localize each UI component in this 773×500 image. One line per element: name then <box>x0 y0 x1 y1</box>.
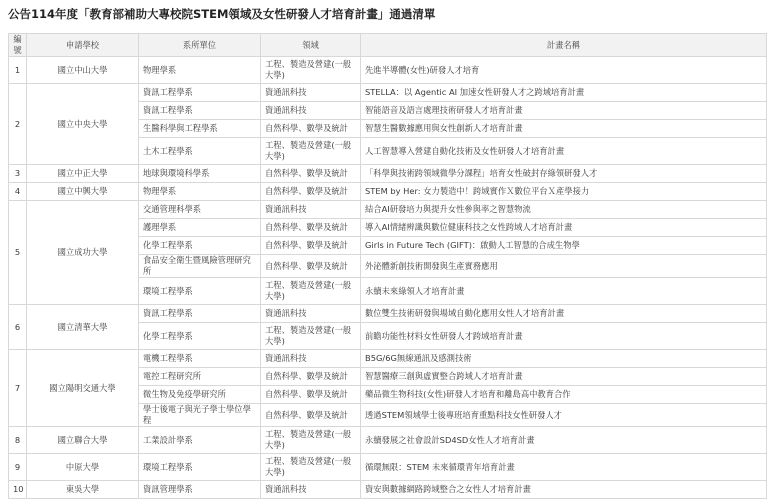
cell-number: 10 <box>9 481 27 499</box>
cell-school: 國立中央大學 <box>27 84 139 165</box>
cell-department: 資訊工程學系 <box>139 102 261 120</box>
cell-department: 化學工程學系 <box>139 237 261 255</box>
cell-field: 工程、製造及營建(一般大學) <box>261 323 361 350</box>
cell-plan-name: STELLA：以 Agentic AI 加速女性研發人才之跨域培育計畫 <box>361 84 767 102</box>
cell-number: 1 <box>9 57 27 84</box>
table-row <box>9 165 767 183</box>
cell-plan-name: B5G/6G無線通訊及感測技術 <box>361 350 767 368</box>
cell-field: 自然科學、數學及統計 <box>261 404 361 427</box>
table-header-row <box>9 34 767 57</box>
cell-plan-name: 智能語音及語言處理技術研發人才培育計畫 <box>361 102 767 120</box>
cell-department: 食品安全衛生暨風險管理研究所 <box>139 255 261 278</box>
cell-department: 化學工程學系 <box>139 323 261 350</box>
cell-plan-name: 前瞻功能性材料女性研發人才跨域培育計畫 <box>361 323 767 350</box>
table-row <box>9 201 767 219</box>
cell-field: 工程、製造及營建(一般大學) <box>261 57 361 84</box>
cell-department: 環境工程學系 <box>139 278 261 305</box>
cell-plan-name: 永續未來綠領人才培育計畫 <box>361 278 767 305</box>
header-school: 申請學校 <box>27 34 139 57</box>
cell-school: 國立聯合大學 <box>27 427 139 454</box>
header-plan-name: 計畫名稱 <box>361 34 767 57</box>
table-row <box>9 454 767 481</box>
cell-school: 國立清華大學 <box>27 305 139 350</box>
table-row <box>9 481 767 499</box>
cell-field: 資通訊科技 <box>261 350 361 368</box>
table-row <box>9 57 767 84</box>
cell-field: 自然科學、數學及統計 <box>261 386 361 404</box>
cell-plan-name: 人工智慧導入營建自動化技術及女性研發人才培育計畫 <box>361 138 767 165</box>
cell-plan-name: 「科學與技術跨領域微學分課程」培育女性破封存綠領研發人才 <box>361 165 767 183</box>
table-row <box>9 350 767 368</box>
cell-plan-name: 導入AI情緒辨識與數位健康科技之女性跨域人才培育計畫 <box>361 219 767 237</box>
cell-plan-name: 智慧生醫數據應用與女性創新人才培育計畫 <box>361 120 767 138</box>
cell-plan-name: 外泌體新創技術開發與生產實務應用 <box>361 255 767 278</box>
cell-department: 工業設計學系 <box>139 427 261 454</box>
cell-department: 土木工程學系 <box>139 138 261 165</box>
approval-list-table <box>8 33 767 499</box>
cell-department: 物理學系 <box>139 57 261 84</box>
cell-department: 電控工程研究所 <box>139 368 261 386</box>
cell-school: 國立中山大學 <box>27 57 139 84</box>
cell-field: 自然科學、數學及統計 <box>261 237 361 255</box>
cell-plan-name: 藥品微生物科技(女性)研發人才培育和離島高中教育合作 <box>361 386 767 404</box>
cell-school: 國立中興大學 <box>27 183 139 201</box>
cell-number: 8 <box>9 427 27 454</box>
header-department: 系所單位 <box>139 34 261 57</box>
cell-plan-name: 透過STEM領域學士後專班培育重點科技女性研發人才 <box>361 404 767 427</box>
cell-field: 工程、製造及營建(一般大學) <box>261 454 361 481</box>
cell-department: 地球與環境科學系 <box>139 165 261 183</box>
cell-field: 資通訊科技 <box>261 102 361 120</box>
cell-field: 資通訊科技 <box>261 305 361 323</box>
cell-plan-name: 結合AI研發培力與提升女性參與率之智慧物流 <box>361 201 767 219</box>
cell-department: 微生物及免疫學研究所 <box>139 386 261 404</box>
header-number: 編號 <box>9 34 27 57</box>
cell-department: 電機工程學系 <box>139 350 261 368</box>
table-row <box>9 305 767 323</box>
cell-number: 2 <box>9 84 27 165</box>
table-body <box>9 57 767 499</box>
table-row <box>9 84 767 102</box>
table-row <box>9 427 767 454</box>
cell-field: 自然科學、數學及統計 <box>261 255 361 278</box>
cell-field: 資通訊科技 <box>261 201 361 219</box>
cell-plan-name: 永續發展之社會設計SD4SD女性人才培育計畫 <box>361 427 767 454</box>
cell-field: 資通訊科技 <box>261 481 361 499</box>
cell-field: 自然科學、數學及統計 <box>261 165 361 183</box>
cell-number: 9 <box>9 454 27 481</box>
cell-department: 學士後電子與光子學士學位學程 <box>139 404 261 427</box>
cell-field: 自然科學、數學及統計 <box>261 183 361 201</box>
cell-number: 5 <box>9 201 27 305</box>
cell-department: 生醫科學與工程學系 <box>139 120 261 138</box>
cell-school: 中原大學 <box>27 454 139 481</box>
cell-field: 自然科學、數學及統計 <box>261 120 361 138</box>
header-field: 領域 <box>261 34 361 57</box>
cell-plan-name: 資安與數據網路跨域整合之女性人才培育計畫 <box>361 481 767 499</box>
cell-plan-name: STEM by Her: 女力製造中！跨域實作Ｘ數位平台Ｘ產學接力 <box>361 183 767 201</box>
page-title: 公告114年度「教育部補助大專校院STEM領域及女性研發人才培育計畫」通過清單 <box>8 7 436 21</box>
cell-plan-name: 數位雙生技術研發與場域自動化應用女性人才培育計畫 <box>361 305 767 323</box>
cell-field: 工程、製造及營建(一般大學) <box>261 278 361 305</box>
cell-department: 資訊工程學系 <box>139 84 261 102</box>
cell-plan-name: Girls in Future Tech (GIFT)：啟動人工智慧的合成生物學 <box>361 237 767 255</box>
cell-number: 7 <box>9 350 27 427</box>
cell-school: 國立中正大學 <box>27 165 139 183</box>
cell-number: 4 <box>9 183 27 201</box>
cell-school: 東吳大學 <box>27 481 139 499</box>
cell-department: 交通管理科學系 <box>139 201 261 219</box>
cell-department: 物理學系 <box>139 183 261 201</box>
cell-field: 自然科學、數學及統計 <box>261 368 361 386</box>
cell-field: 工程、製造及營建(一般大學) <box>261 138 361 165</box>
cell-department: 資訊管理學系 <box>139 481 261 499</box>
cell-school: 國立成功大學 <box>27 201 139 305</box>
cell-field: 工程、製造及營建(一般大學) <box>261 427 361 454</box>
cell-plan-name: 循環無限：STEM 未來循環青年培育計畫 <box>361 454 767 481</box>
cell-department: 環境工程學系 <box>139 454 261 481</box>
cell-school: 國立陽明交通大學 <box>27 350 139 427</box>
cell-field: 資通訊科技 <box>261 84 361 102</box>
cell-field: 自然科學、數學及統計 <box>261 219 361 237</box>
cell-plan-name: 智慧醫療三創與虛實整合跨域人才培育計畫 <box>361 368 767 386</box>
cell-number: 3 <box>9 165 27 183</box>
cell-plan-name: 先進半導體(女性)研發人才培育 <box>361 57 767 84</box>
cell-department: 資訊工程學系 <box>139 305 261 323</box>
cell-number: 6 <box>9 305 27 350</box>
table-row <box>9 183 767 201</box>
cell-department: 護理學系 <box>139 219 261 237</box>
